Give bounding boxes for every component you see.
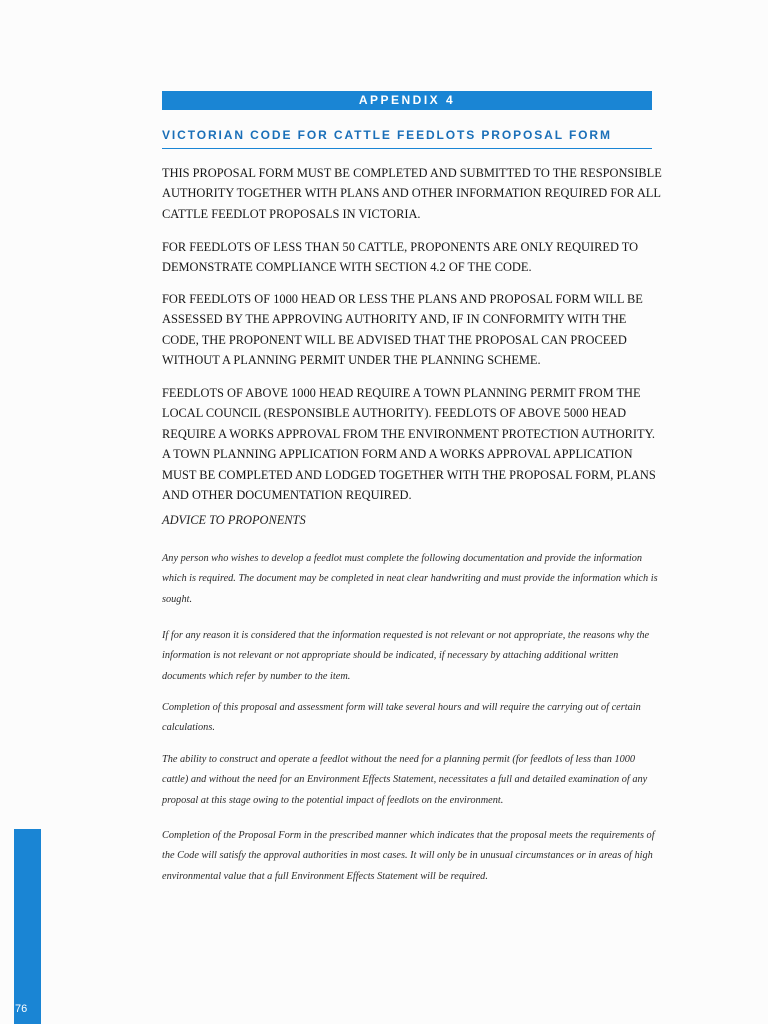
page-number: 76 — [15, 1003, 28, 1015]
advice-heading: ADVICE TO PROPONENTS — [162, 513, 306, 527]
appendix-banner — [162, 91, 652, 110]
body-paragraph-3: FOR FEEDLOTS OF 1000 HEAD OR LESS THE PLANS AND PROPOSAL FORM WILL BE ASSESSED BY THE APPROVING AUTHORITY AND, IF IN CONFORMITY WITH THE CODE, THE PROPONENT WILL BE ADVISED THAT THE PROPOSAL CAN PROCEED WITHOUT A PLANNING PERMIT UNDER THE PLANNING SCHEME. — [162, 292, 643, 368]
body-paragraph-4: FEEDLOTS OF ABOVE 1000 HEAD REQUIRE A TOWN PLANNING PERMIT FROM THE LOCAL COUNCIL (RESPONSIBLE AUTHORITY). FEEDLOTS OF ABOVE 5000 HEAD REQUIRE A WORKS APPROVAL FROM THE ENVIRONMENT PROTECTION AUTHORITY. A TOWN PLANNING APPLICATION FORM AND A WORKS APPROVAL APPLICATION MUST BE COMPLETED AND LODGED TOGETHER WITH THE PROPOSAL FORM, PLANS AND OTHER DOCUMENTATION REQUIRED. — [162, 386, 656, 503]
appendix-label: APPENDIX 4 — [358, 93, 456, 107]
body-paragraph-2: FOR FEEDLOTS OF LESS THAN 50 CATTLE, PROPONENTS ARE ONLY REQUIRED TO DEMONSTRATE COMPLIANCE WITH SECTION 4.2 OF THE CODE. — [162, 240, 639, 275]
advice-paragraph-3: Completion of this proposal and assessment form will take several hours and will require the carrying out of certain calculations. — [162, 702, 641, 734]
advice-paragraph-5: Completion of the Proposal Form in the prescribed manner which indicates that the proposal meets the requirements of the Code will satisfy the approval authorities in most cases. It will only be in unusual circumstances or in areas of high environmental value that a full Environment Effects Statement will be required. — [162, 830, 655, 882]
form-title: VICTORIAN CODE FOR CATTLE FEEDLOTS PROPOSAL FORM — [162, 128, 612, 142]
advice-paragraph-1: Any person who wishes to develop a feedlot must complete the following documentation and provide the information which is required. The document may be completed in neat clear handwriting and must provide the information which is sought. — [162, 553, 658, 605]
advice-paragraph-2: If for any reason it is considered that the information requested is not relevant or not appropriate, the reasons why the information is not relevant or not appropriate should be indicated, if necessary by attaching additional written documents which refer by number to the item. — [162, 630, 650, 682]
body-paragraph-1: THIS PROPOSAL FORM MUST BE COMPLETED AND SUBMITTED TO THE RESPONSIBLE AUTHORITY TOGETHER WITH PLANS AND OTHER INFORMATION REQUIRED FOR ALL CATTLE FEEDLOT PROPOSALS IN VICTORIA. — [162, 166, 662, 221]
advice-paragraph-4: The ability to construct and operate a feedlot without the need for a planning permit (for feedlots of less than 1000 cattle) and without the need for an Environment Effects Statement, necessitates a full and detailed examination of any proposal at this stage owing to the potential impact of feedlots on the environment. — [162, 754, 648, 806]
page-edge-tab — [14, 829, 41, 1024]
title-underline — [162, 148, 652, 149]
